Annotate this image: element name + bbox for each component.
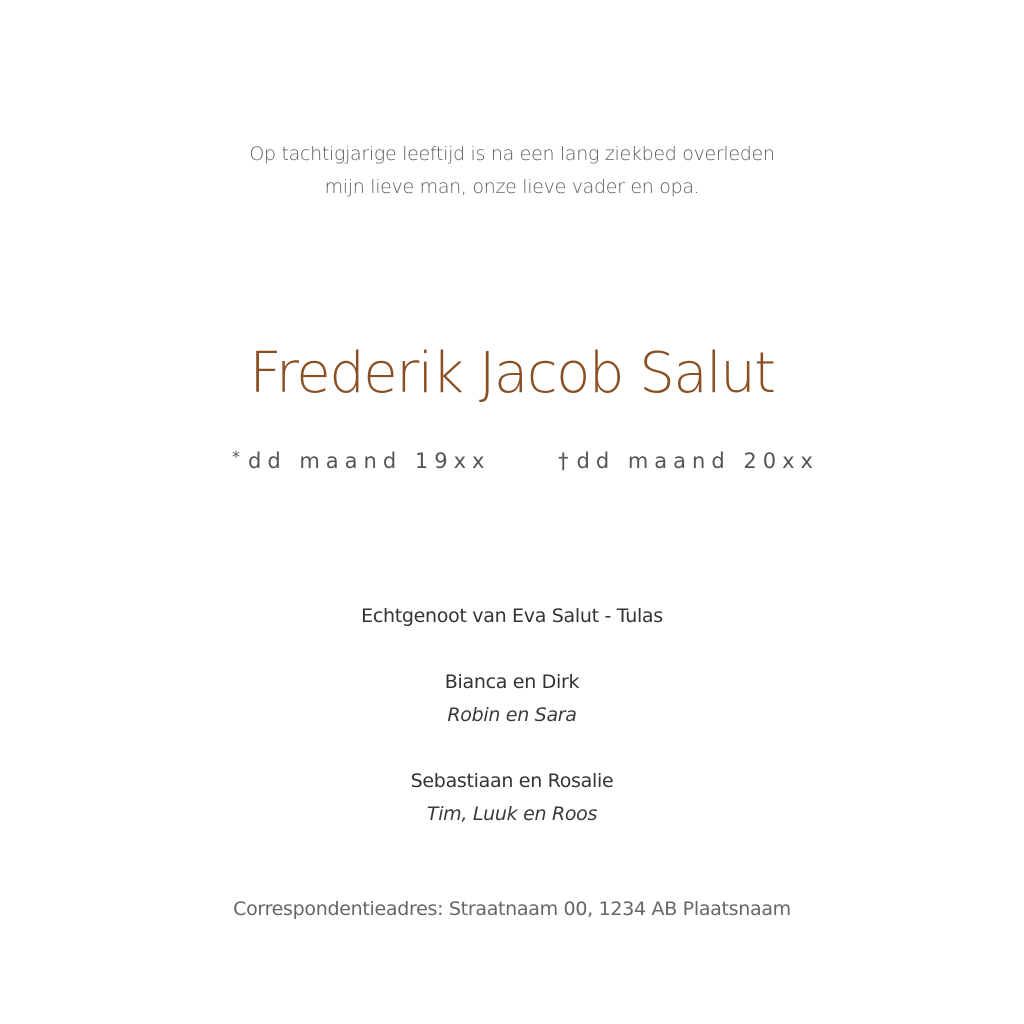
birth-date: dd maand 19xx [248, 449, 491, 473]
spouse-line: Echtgenoot van Eva Salut - Tulas [361, 605, 663, 627]
death-date: dd maand 20xx [576, 449, 819, 473]
death-symbol: † [558, 449, 569, 473]
death-date-block [558, 446, 819, 476]
grandchildren-line-2: Tim, Luuk en Roos [426, 803, 598, 825]
spacer [0, 732, 1024, 765]
correspondence-address: Correspondentieadres: Straatnaam 00, 1234 AB Plaatsnaam [233, 898, 791, 920]
spacer [0, 633, 1024, 666]
birth-date-block [232, 446, 490, 478]
intro-line-2: mijn lieve man, onze lieve vader en opa. [324, 176, 700, 198]
intro-text [0, 138, 1024, 204]
grandchildren-line-1: Robin en Sara [447, 704, 577, 726]
intro-line-1: Op tachtigjarige leeftijd is na een lang ziekbed overleden [249, 143, 775, 165]
birth-symbol: * [232, 447, 240, 466]
family-list [0, 600, 1024, 831]
child-line-1: Bianca en Dirk [444, 671, 580, 693]
child-line-2: Sebastiaan en Rosalie [410, 770, 614, 792]
deceased-name: Frederik Jacob Salut [249, 341, 775, 406]
